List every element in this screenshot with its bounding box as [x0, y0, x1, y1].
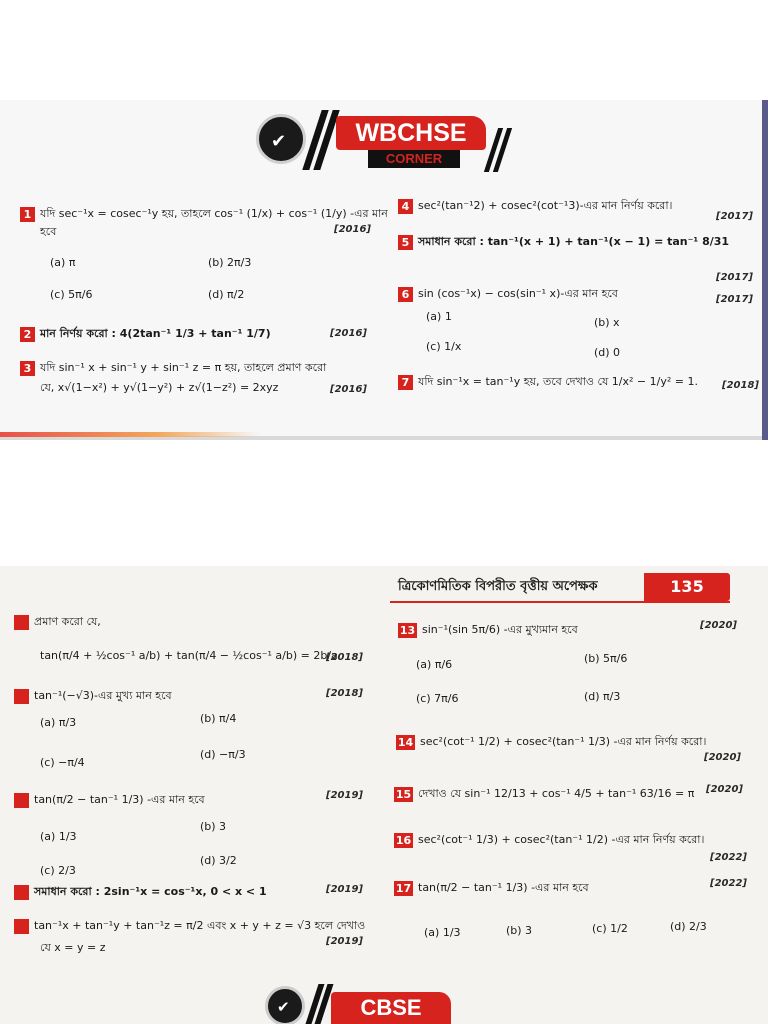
question-text: sec²(cot⁻¹ 1/3) + cosec²(tan⁻¹ 1/2) -এর মান নির্ণয় করো।	[418, 833, 705, 846]
question-number	[14, 615, 29, 630]
option-d: (d) 0	[594, 346, 621, 359]
logo-check-icon: ✔	[265, 986, 305, 1024]
option-a: (a) π	[50, 256, 76, 269]
question-year: [2020]	[704, 752, 741, 763]
banner-sub: CORNER	[368, 150, 460, 168]
question-text: sec²(tan⁻¹2) + cosec²(cot⁻¹3)-এর মান নির্ণয় করো।	[418, 199, 673, 212]
option-d: (d) 2/3	[670, 920, 707, 933]
question-year: [2017]	[716, 294, 753, 305]
question-number: 17	[395, 881, 412, 895]
question-year: [2022]	[710, 852, 747, 863]
question-show	[14, 918, 365, 934]
question-year: [2018]	[722, 380, 759, 391]
option-c: (c) 1/x	[426, 340, 462, 353]
option-c: (c) 5π/6	[50, 288, 93, 301]
question-number: 1	[20, 207, 35, 222]
question-year: [2020]	[700, 620, 737, 631]
option-b: (b) 3	[506, 924, 533, 937]
question-year: [2020]	[706, 784, 743, 795]
question-number: 14	[397, 735, 414, 749]
question-13	[398, 622, 578, 638]
option-b: (b) 2π/3	[208, 256, 252, 269]
chapter-underline	[390, 601, 730, 603]
question-text: tan(π/2 − tan⁻¹ 1/3) -এর মান হবে	[34, 793, 205, 806]
question-number: 7	[398, 375, 413, 390]
question-text: sin⁻¹(sin 5π/6) -এর মুখ্যমান হবে	[422, 623, 578, 636]
question-year: [2018]	[326, 652, 363, 663]
question-year: [2019]	[326, 884, 363, 895]
banner-stripes	[308, 110, 334, 170]
question-number: 5	[398, 235, 413, 250]
banner-stripes-right	[488, 128, 508, 172]
question-number: 2	[20, 327, 35, 342]
question-4	[398, 198, 673, 214]
question-number: 13	[399, 623, 416, 637]
question-text: tan⁻¹x + tan⁻¹y + tan⁻¹z = π/2 এবং x + y + z = √3 হলে দেখাও	[34, 919, 366, 932]
option-c: (c) −π/4	[40, 756, 85, 769]
question-1-cont: হবে	[40, 225, 57, 238]
question-year: [2017]	[716, 211, 753, 222]
question-2	[20, 326, 271, 342]
question-6	[398, 286, 618, 302]
option-d: (d) 3/2	[200, 854, 237, 867]
question-15	[394, 786, 694, 802]
question-year: [2018]	[326, 688, 363, 699]
question-text: যদি sin⁻¹x = tan⁻¹y হয়, তবে দেখাও যে 1/x² − 1/y² = 1.	[418, 375, 698, 388]
cbse-banner	[265, 982, 505, 1024]
question-proof	[14, 614, 101, 630]
option-a: (a) 1/3	[40, 830, 77, 843]
option-b: (b) x	[594, 316, 620, 329]
option-d: (d) −π/3	[200, 748, 246, 761]
chapter-header	[390, 573, 730, 601]
question-text: tan(π/2 − tan⁻¹ 1/3) -এর মান হবে	[418, 881, 589, 894]
question-year: [2019]	[326, 790, 363, 801]
question-3	[20, 360, 326, 376]
question-proof-cont: tan(π/4 + ½cos⁻¹ a/b) + tan(π/4 − ½cos⁻¹ a/b) = 2b/a	[40, 649, 338, 662]
question-show-cont: যে x = y = z	[40, 941, 106, 954]
question-number: 4	[398, 199, 413, 214]
wbchse-corner-banner	[256, 108, 516, 172]
question-solve	[14, 884, 267, 900]
question-number	[14, 885, 29, 900]
option-c: (c) 1/2	[592, 922, 628, 935]
option-a: (a) π/3	[40, 716, 77, 729]
question-year: [2022]	[710, 878, 747, 889]
question-text: tan⁻¹(−√3)-এর মুখ্য মান হবে	[34, 689, 172, 702]
option-d: (d) π/3	[584, 690, 621, 703]
option-a: (a) π/6	[416, 658, 453, 671]
question-year: [2017]	[716, 272, 753, 283]
banner-stripes	[309, 984, 329, 1024]
question-text: sin (cos⁻¹x) − cos(sin⁻¹ x)-এর মান হবে	[418, 287, 618, 300]
question-tan-value	[14, 792, 205, 808]
question-principal-value	[14, 688, 172, 704]
question-text: যদি sec⁻¹x = cosec⁻¹y হয়, তাহলে cos⁻¹ (1/x) + cos⁻¹ (1/y) -এর মান	[40, 207, 388, 220]
banner-brand: WBCHSE	[336, 116, 486, 150]
option-b: (b) π/4	[200, 712, 237, 725]
question-year: [2019]	[326, 936, 363, 947]
question-number	[14, 793, 29, 808]
question-number: 15	[395, 787, 412, 801]
question-3-cont: যে, x√(1−x²) + y√(1−y²) + z√(1−z²) = 2xyz	[40, 381, 279, 394]
logo-check-icon: ✔	[256, 114, 306, 164]
option-a: (a) 1	[426, 310, 452, 323]
banner-brand: CBSE	[331, 992, 451, 1024]
question-5	[398, 234, 729, 250]
question-number	[14, 689, 29, 704]
page-edge	[762, 100, 768, 440]
question-16	[394, 832, 704, 848]
option-a: (a) 1/3	[424, 926, 461, 939]
question-text: মান নির্ণয় করো : 4(2tan⁻¹ 1/3 + tan⁻¹ 1/7)	[40, 327, 271, 340]
chapter-title: ত্রিকোণমিতিক বিপরীত বৃত্তীয় অপেক্ষক	[398, 579, 598, 594]
question-text: যদি sin⁻¹ x + sin⁻¹ y + sin⁻¹ z = π হয়, তাহলে প্রমাণ করো	[40, 361, 327, 374]
question-number: 16	[395, 833, 412, 847]
option-b: (b) 5π/6	[584, 652, 628, 665]
question-text: প্রমাণ করো যে,	[34, 615, 101, 628]
question-number: 6	[398, 287, 413, 302]
question-number	[14, 919, 29, 934]
question-text: সমাধান করো : 2sin⁻¹x = cos⁻¹x, 0 < x < 1	[34, 885, 267, 898]
question-text: দেখাও যে sin⁻¹ 12/13 + cos⁻¹ 4/5 + tan⁻¹ 63/16 = π	[418, 787, 695, 800]
option-c: (c) 7π/6	[416, 692, 459, 705]
question-17	[394, 880, 589, 896]
bottom-accent-line	[0, 432, 260, 437]
option-d: (d) π/2	[208, 288, 245, 301]
question-year: [2016]	[334, 224, 371, 235]
question-year: [2016]	[330, 384, 367, 395]
option-c: (c) 2/3	[40, 864, 76, 877]
question-number: 3	[20, 361, 35, 376]
question-1	[20, 206, 388, 222]
page-number: 135	[644, 573, 730, 601]
question-14	[396, 734, 706, 750]
question-year: [2016]	[330, 328, 367, 339]
option-b: (b) 3	[200, 820, 227, 833]
question-text: সমাধান করো : tan⁻¹(x + 1) + tan⁻¹(x − 1) = tan⁻¹ 8/31	[418, 235, 730, 248]
question-text: sec²(cot⁻¹ 1/2) + cosec²(tan⁻¹ 1/3) -এর মান নির্ণয় করো।	[420, 735, 707, 748]
question-7	[398, 374, 698, 390]
